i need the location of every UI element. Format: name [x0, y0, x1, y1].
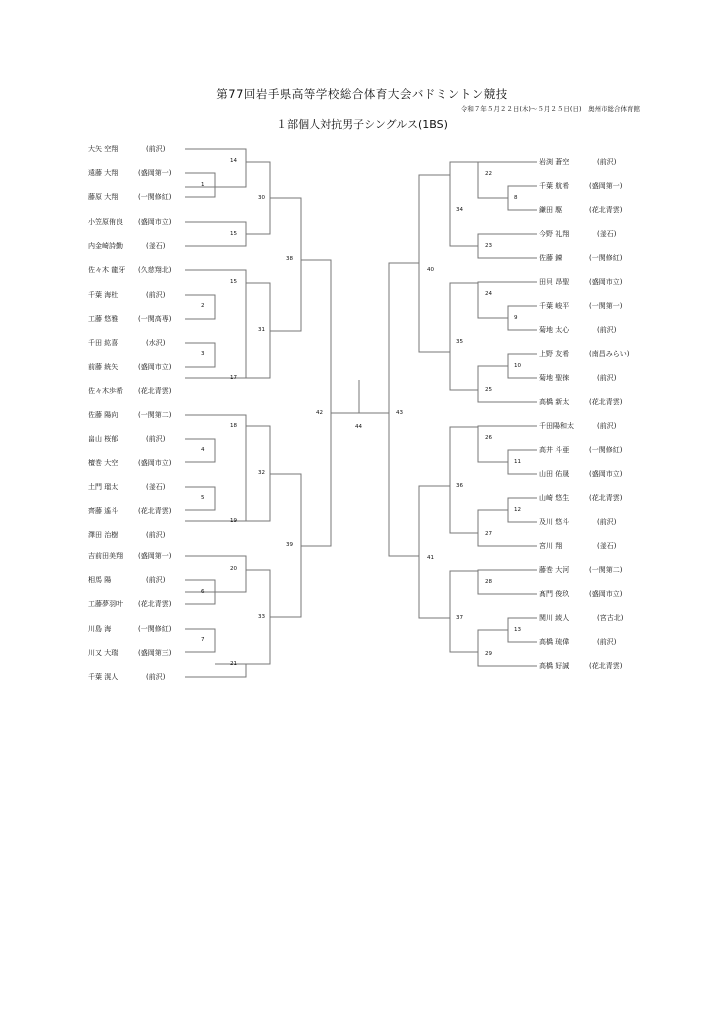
match-number: 8	[514, 195, 518, 201]
right-player	[539, 638, 617, 647]
player-school: (盛岡市立)	[589, 470, 623, 478]
player-name: 上野 友希	[539, 350, 570, 358]
player-name: 土門 瑠太	[88, 483, 119, 491]
player-name: 高橋 琉偉	[539, 638, 570, 646]
match-number: 36	[456, 483, 463, 489]
player-school: (前沢)	[146, 673, 166, 681]
right-player	[539, 542, 617, 551]
player-name: 高橋 新太	[539, 398, 570, 406]
left-player	[88, 625, 172, 634]
left-player	[88, 363, 172, 372]
right-player	[539, 302, 623, 311]
page-title: 第77回岩手県高等学校総合体育大会バドミントン競技	[216, 87, 508, 101]
match-number: 13	[514, 627, 521, 633]
right-player	[539, 374, 617, 383]
right-player	[539, 398, 623, 407]
player-name: 小笠原侑良	[88, 218, 123, 226]
match-number: 14	[230, 158, 237, 164]
match-number: 37	[456, 615, 463, 621]
player-name: 吉前田美翔	[88, 552, 123, 560]
left-player	[88, 266, 172, 275]
player-name: 藤原 大翔	[88, 193, 119, 201]
player-school: (一関第二)	[138, 411, 172, 419]
player-school: (盛岡第一)	[138, 552, 172, 560]
right-player	[539, 470, 623, 479]
match-number: 32	[258, 470, 265, 476]
match-number: 15	[230, 279, 237, 285]
left-player	[88, 315, 172, 324]
left-player	[88, 673, 166, 682]
match-number: 2	[201, 303, 205, 309]
player-school: (一関修紅)	[138, 193, 172, 201]
player-name: 川又 大瑞	[88, 649, 119, 657]
match-number: 17	[230, 375, 237, 381]
match-number: 42	[316, 410, 323, 416]
player-school: (前沢)	[597, 518, 617, 526]
player-name: 千葉 海杜	[88, 291, 119, 299]
player-school: (前沢)	[146, 531, 166, 539]
left-player	[88, 459, 172, 468]
player-school: (盛岡市立)	[138, 459, 172, 467]
match-number: 22	[485, 171, 492, 177]
left-player	[88, 483, 166, 492]
player-name: 高橋 好誠	[539, 662, 570, 670]
player-school: (花北青雲)	[589, 494, 623, 502]
player-school: (花北青雲)	[138, 507, 172, 515]
match-number: 28	[485, 579, 492, 585]
player-school: (盛岡市立)	[138, 363, 172, 371]
player-school: (前沢)	[146, 145, 166, 153]
player-school: (南昌みらい)	[589, 350, 630, 358]
left-player	[88, 339, 166, 348]
player-name: 高井 斗亜	[539, 446, 570, 454]
player-name: 関川 綾人	[539, 614, 570, 622]
left-player	[88, 169, 172, 178]
player-school: (一関第二)	[589, 566, 623, 574]
left-player	[88, 576, 166, 585]
player-name: 田貝 昂聖	[539, 278, 570, 286]
left-player	[88, 242, 166, 251]
player-school: (一関修紅)	[589, 446, 623, 454]
match-number: 3	[201, 351, 205, 357]
right-player	[539, 278, 623, 287]
match-number: 15	[230, 231, 237, 237]
player-school: (前沢)	[597, 158, 617, 166]
player-name: 工藤夢羽叶	[88, 600, 123, 608]
player-name: 宮川 翔	[539, 542, 563, 550]
right-player	[539, 422, 617, 431]
player-name: 千葉 滉人	[88, 673, 119, 681]
player-school: (花北青雲)	[589, 662, 623, 670]
event-dates: 令和７年５月２２日(木)～５月２５日(日) 奥州市総合体育館	[460, 105, 640, 113]
player-name: 大矢 空翔	[88, 145, 119, 153]
player-school: (一関修紅)	[138, 625, 172, 633]
player-name: 相馬 陽	[88, 576, 112, 584]
player-name: 千田 紘喜	[88, 339, 119, 347]
player-name: 山崎 悠生	[539, 494, 570, 502]
player-school: (前沢)	[597, 374, 617, 382]
player-school: (釜石)	[146, 242, 166, 250]
player-name: 菊地 太心	[539, 326, 570, 334]
player-name: 齊藤 遙斗	[88, 507, 119, 515]
match-number: 5	[201, 495, 205, 501]
player-school: (盛岡市立)	[589, 590, 623, 598]
player-school: (一関第一)	[589, 302, 623, 310]
player-school: (釜石)	[597, 542, 617, 550]
player-name: 菊地 聖徠	[539, 374, 570, 382]
left-player	[88, 435, 166, 444]
match-number: 40	[427, 267, 434, 273]
event-subtitle: １部個人対抗男子シングルス(1BS)	[276, 118, 448, 131]
player-school: (花北青雲)	[589, 398, 623, 406]
player-name: 澤田 治樹	[88, 531, 119, 539]
player-name: 工藤 悠雅	[88, 315, 119, 323]
match-number: 38	[286, 256, 293, 262]
right-player	[539, 350, 630, 359]
match-number: 11	[514, 459, 521, 465]
match-number: 29	[485, 651, 492, 657]
player-school: (盛岡第一)	[589, 182, 623, 190]
match-number: 21	[230, 661, 237, 667]
right-player	[539, 326, 617, 335]
match-number: 25	[485, 387, 492, 393]
final-match-number: 44	[355, 424, 362, 430]
player-name: 今野 礼翔	[539, 230, 570, 238]
match-number: 23	[485, 243, 492, 249]
player-school: (盛岡第一)	[138, 169, 172, 177]
left-player	[88, 193, 172, 202]
left-player	[88, 552, 172, 561]
right-player	[539, 662, 623, 671]
right-player	[539, 206, 623, 215]
player-school: (一関高専)	[138, 315, 172, 323]
player-school: (水沢)	[146, 339, 166, 347]
match-number: 7	[201, 637, 205, 643]
player-name: 佐々木歩希	[88, 387, 123, 395]
match-number: 24	[485, 291, 492, 297]
left-player	[88, 411, 172, 420]
player-name: 川島 海	[88, 625, 112, 633]
match-number: 31	[258, 327, 265, 333]
player-school: (宮古北)	[597, 614, 624, 622]
left-player	[88, 507, 172, 516]
player-name: 山田 佑晟	[539, 470, 570, 478]
right-player	[539, 590, 623, 599]
match-number: 1	[201, 182, 205, 188]
player-name: 佐藤 陽向	[88, 411, 119, 419]
match-number: 33	[258, 614, 265, 620]
player-school: (前沢)	[146, 576, 166, 584]
match-number: 4	[201, 447, 205, 453]
left-player	[88, 291, 166, 300]
right-player	[539, 230, 617, 239]
player-name: 千田陽和太	[539, 422, 574, 430]
player-name: 内金崎詩勤	[88, 242, 123, 250]
right-player	[539, 566, 623, 575]
player-school: (久慈翔北)	[138, 266, 172, 274]
player-school: (前沢)	[597, 422, 617, 430]
left-player	[88, 387, 172, 396]
left-player	[88, 218, 172, 227]
player-name: 前藤 統矢	[88, 363, 119, 371]
match-number: 30	[258, 195, 265, 201]
match-number: 39	[286, 542, 293, 548]
player-school: (花北青雲)	[589, 206, 623, 214]
player-school: (前沢)	[146, 291, 166, 299]
match-number: 41	[427, 555, 434, 561]
player-school: (釜石)	[146, 483, 166, 491]
player-name: 千葉 峻平	[539, 302, 570, 310]
right-player	[539, 494, 623, 503]
left-player	[88, 145, 166, 154]
match-number: 26	[485, 435, 492, 441]
match-number: 19	[230, 518, 237, 524]
player-school: (盛岡市立)	[138, 218, 172, 226]
player-name: 佐藤 錬	[539, 254, 563, 262]
player-school: (前沢)	[146, 435, 166, 443]
player-school: (花北青雲)	[138, 600, 172, 608]
match-number: 6	[201, 589, 205, 595]
right-player	[539, 158, 617, 167]
player-school: (前沢)	[597, 326, 617, 334]
player-name: 岩渕 蒼空	[539, 158, 570, 166]
left-player	[88, 531, 166, 540]
match-number: 9	[514, 315, 518, 321]
right-player	[539, 254, 623, 263]
player-school: (盛岡第三)	[138, 649, 172, 657]
player-school: (前沢)	[597, 638, 617, 646]
match-number: 43	[396, 410, 403, 416]
right-player	[539, 614, 624, 623]
left-player	[88, 600, 172, 609]
player-name: 檀巻 大空	[88, 459, 119, 467]
player-school: (花北青雲)	[138, 387, 172, 395]
player-name: 佐々木 龍牙	[88, 266, 126, 274]
match-number: 10	[514, 363, 521, 369]
player-name: 遠藤 大翔	[88, 169, 119, 177]
player-name: 畠山 桜郁	[88, 435, 119, 443]
left-player	[88, 649, 172, 658]
player-name: 髙門 俊玖	[539, 590, 570, 598]
match-number: 35	[456, 339, 463, 345]
right-player	[539, 446, 623, 455]
player-name: 千葉 航希	[539, 182, 570, 190]
match-number: 27	[485, 531, 492, 537]
match-number: 12	[514, 507, 521, 513]
match-number: 18	[230, 423, 237, 429]
match-number: 20	[230, 566, 237, 572]
player-school: (釜石)	[597, 230, 617, 238]
player-school: (一関修紅)	[589, 254, 623, 262]
right-player	[539, 182, 623, 191]
player-name: 藤巻 大河	[539, 566, 570, 574]
right-player	[539, 518, 617, 527]
player-name: 鎌田 駆	[539, 206, 563, 214]
match-number: 34	[456, 207, 463, 213]
player-name: 及川 悠斗	[539, 518, 570, 526]
player-school: (盛岡市立)	[589, 278, 623, 286]
